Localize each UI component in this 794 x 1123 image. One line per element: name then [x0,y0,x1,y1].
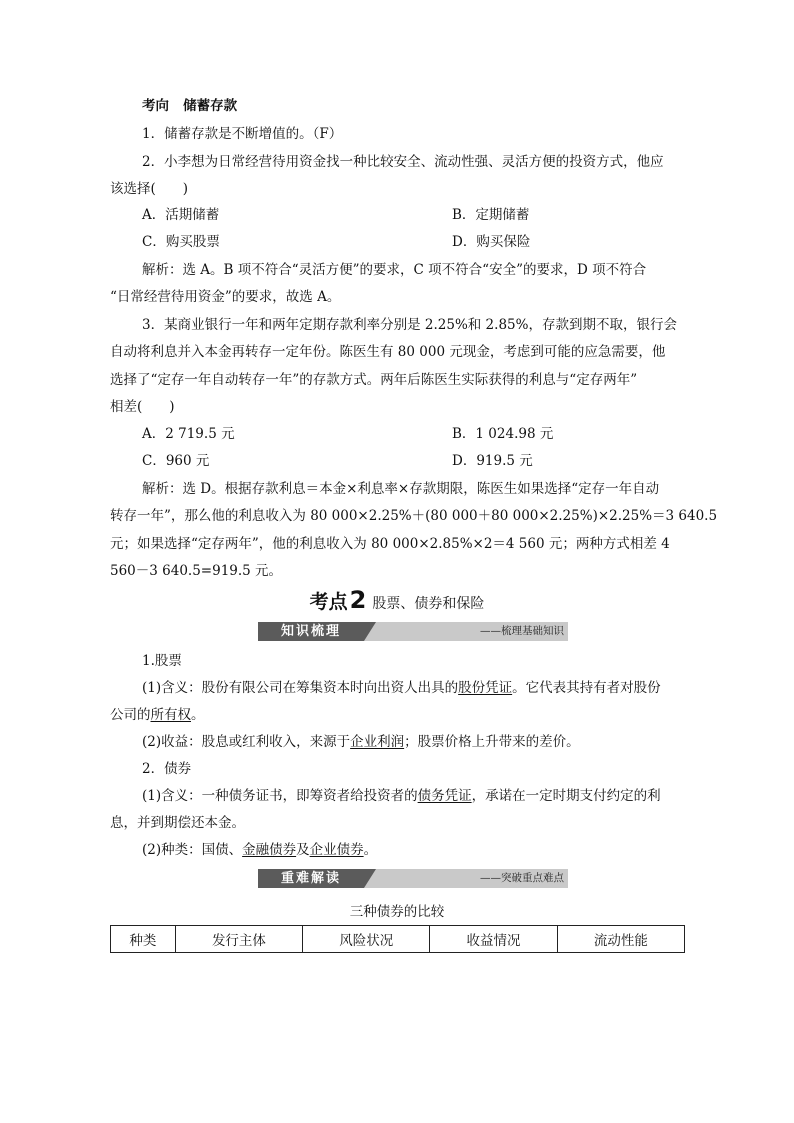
q3-option-d: D．919.5 元 [452,453,533,469]
q2-option-b: B．定期储蓄 [452,207,530,223]
table-header-cell: 风险状况 [303,926,430,953]
table-header-cell: 发行主体 [175,926,302,953]
fill-blank-answer: 金融债券 [242,842,297,858]
fill-blank-answer: 股份凭证 [458,680,513,696]
stock-heading: 1.股票 [142,653,182,669]
table-header-cell: 收益情况 [430,926,557,953]
q2-option-c: C．购买股票 [142,234,220,250]
heading-label: 考向 [142,98,169,114]
table-header-row [111,926,685,953]
fill-blank-answer: 企业债券 [309,842,364,858]
fill-blank-answer: 企业利润 [350,734,405,750]
q2-option-a: A．活期储蓄 [142,207,220,223]
table-header-cell: 流动性能 [557,926,684,953]
question-3-line-1: 3．某商业银行一年和两年定期存款利率分别是 2.25%和 2.85%，存款到期不取，银行会 [142,317,677,333]
banner-tag: 知识梳理 [258,622,364,641]
text-segment: 。它代表其持有者对股份 [512,680,661,696]
heading-topic: 储蓄存款 [183,98,238,114]
section-2-title [0,586,794,614]
text-segment: ；股票价格上升带来的差价。 [404,734,580,750]
fill-blank-answer: 债务凭证 [417,788,472,804]
q3-explanation-line-3: 元；如果选择“定存两年”，他的利息收入为 80 000×2.85%×2＝4 560 元；两种方式相差 4 [110,536,670,552]
q2-explanation-line-1: 解析：选 A。B 项不符合“灵活方便”的要求，C 项不符合“安全”的要求，D 项不符合 [142,262,647,278]
section-heading [142,97,237,115]
stock-definition-line-1 [142,679,661,697]
text-segment: ，承诺在一定时期支付约定的利 [471,788,661,804]
bond-comparison-table [110,925,685,953]
q3-explanation-line-1: 解析：选 D。根据存款利息＝本金×利息率×存款期限，陈医生如果选择“定存一年自动 [142,481,660,497]
question-2-line-2: 该选择( ) [110,181,189,197]
question-1: 1．储蓄存款是不断增值的。（F） [142,126,343,142]
fill-blank-answer: 所有权 [150,707,191,723]
banner-subtitle: ——突破重点难点 [480,872,564,884]
title-text: 股票、债券和保险 [372,596,485,612]
text-segment: 。 [363,842,378,858]
bond-types-line [142,841,377,859]
text-segment: 公司的 [110,707,151,723]
text-segment: (1)含义：股份有限公司在筹集资本时向出资人出具的 [142,680,459,696]
q2-option-d: D．购买保险 [452,234,531,250]
q2-explanation-line-2: “日常经营待用资金”的要求，故选 A。 [110,289,341,305]
q3-option-a: A．2 719.5 元 [142,426,235,442]
stock-definition-line-2 [110,706,205,724]
bond-definition-line-1 [142,787,661,805]
text-segment: 及 [296,842,310,858]
key-points-banner [258,869,568,888]
stock-income-line [142,733,580,751]
bond-definition-line-2: 息，并到期偿还本金。 [110,815,245,831]
text-segment: 。 [191,707,205,723]
question-2-line-1: 2．小李想为日常经营待用资金找一种比较安全、流动性强、灵活方便的投资方式，他应 [142,154,664,170]
title-number: 2 [349,586,367,614]
q3-option-b: B．1 024.98 元 [452,426,554,442]
table-title: 三种债券的比较 [349,904,445,920]
q3-option-c: C．960 元 [142,453,210,469]
question-3-line-2: 自动将利息并入本金再转存一定年份。陈医生有 80 000 元现金，考虑到可能的应急需要，他 [110,344,666,360]
title-prefix: 考点 [309,591,348,613]
text-segment: (2)收益：股息或红利收入，来源于 [142,734,351,750]
question-3-line-3: 选择了“定存一年自动转存一年”的存款方式。两年后陈医生实际获得的利息与“定存两年” [110,372,638,388]
text-segment: (2)种类：国债、 [142,842,243,858]
table-header-cell: 种类 [111,926,176,953]
q3-explanation-line-4: 560－3 640.5=919.5 元。 [110,563,283,579]
banner-subtitle: ——梳理基础知识 [480,625,564,637]
banner-tag: 重难解读 [258,869,364,888]
text-segment: (1)含义：一种债务证书，即筹资者给投资者的 [142,788,418,804]
bond-heading: 2．债券 [142,761,192,777]
question-3-line-4: 相差( ) [110,399,175,415]
q3-explanation-line-2: 转存一年”，那么他的利息收入为 80 000×2.25%＋(80 000＋80 000×2.25%)×2.25%＝3 640.5 [110,508,718,524]
knowledge-banner [258,622,568,641]
